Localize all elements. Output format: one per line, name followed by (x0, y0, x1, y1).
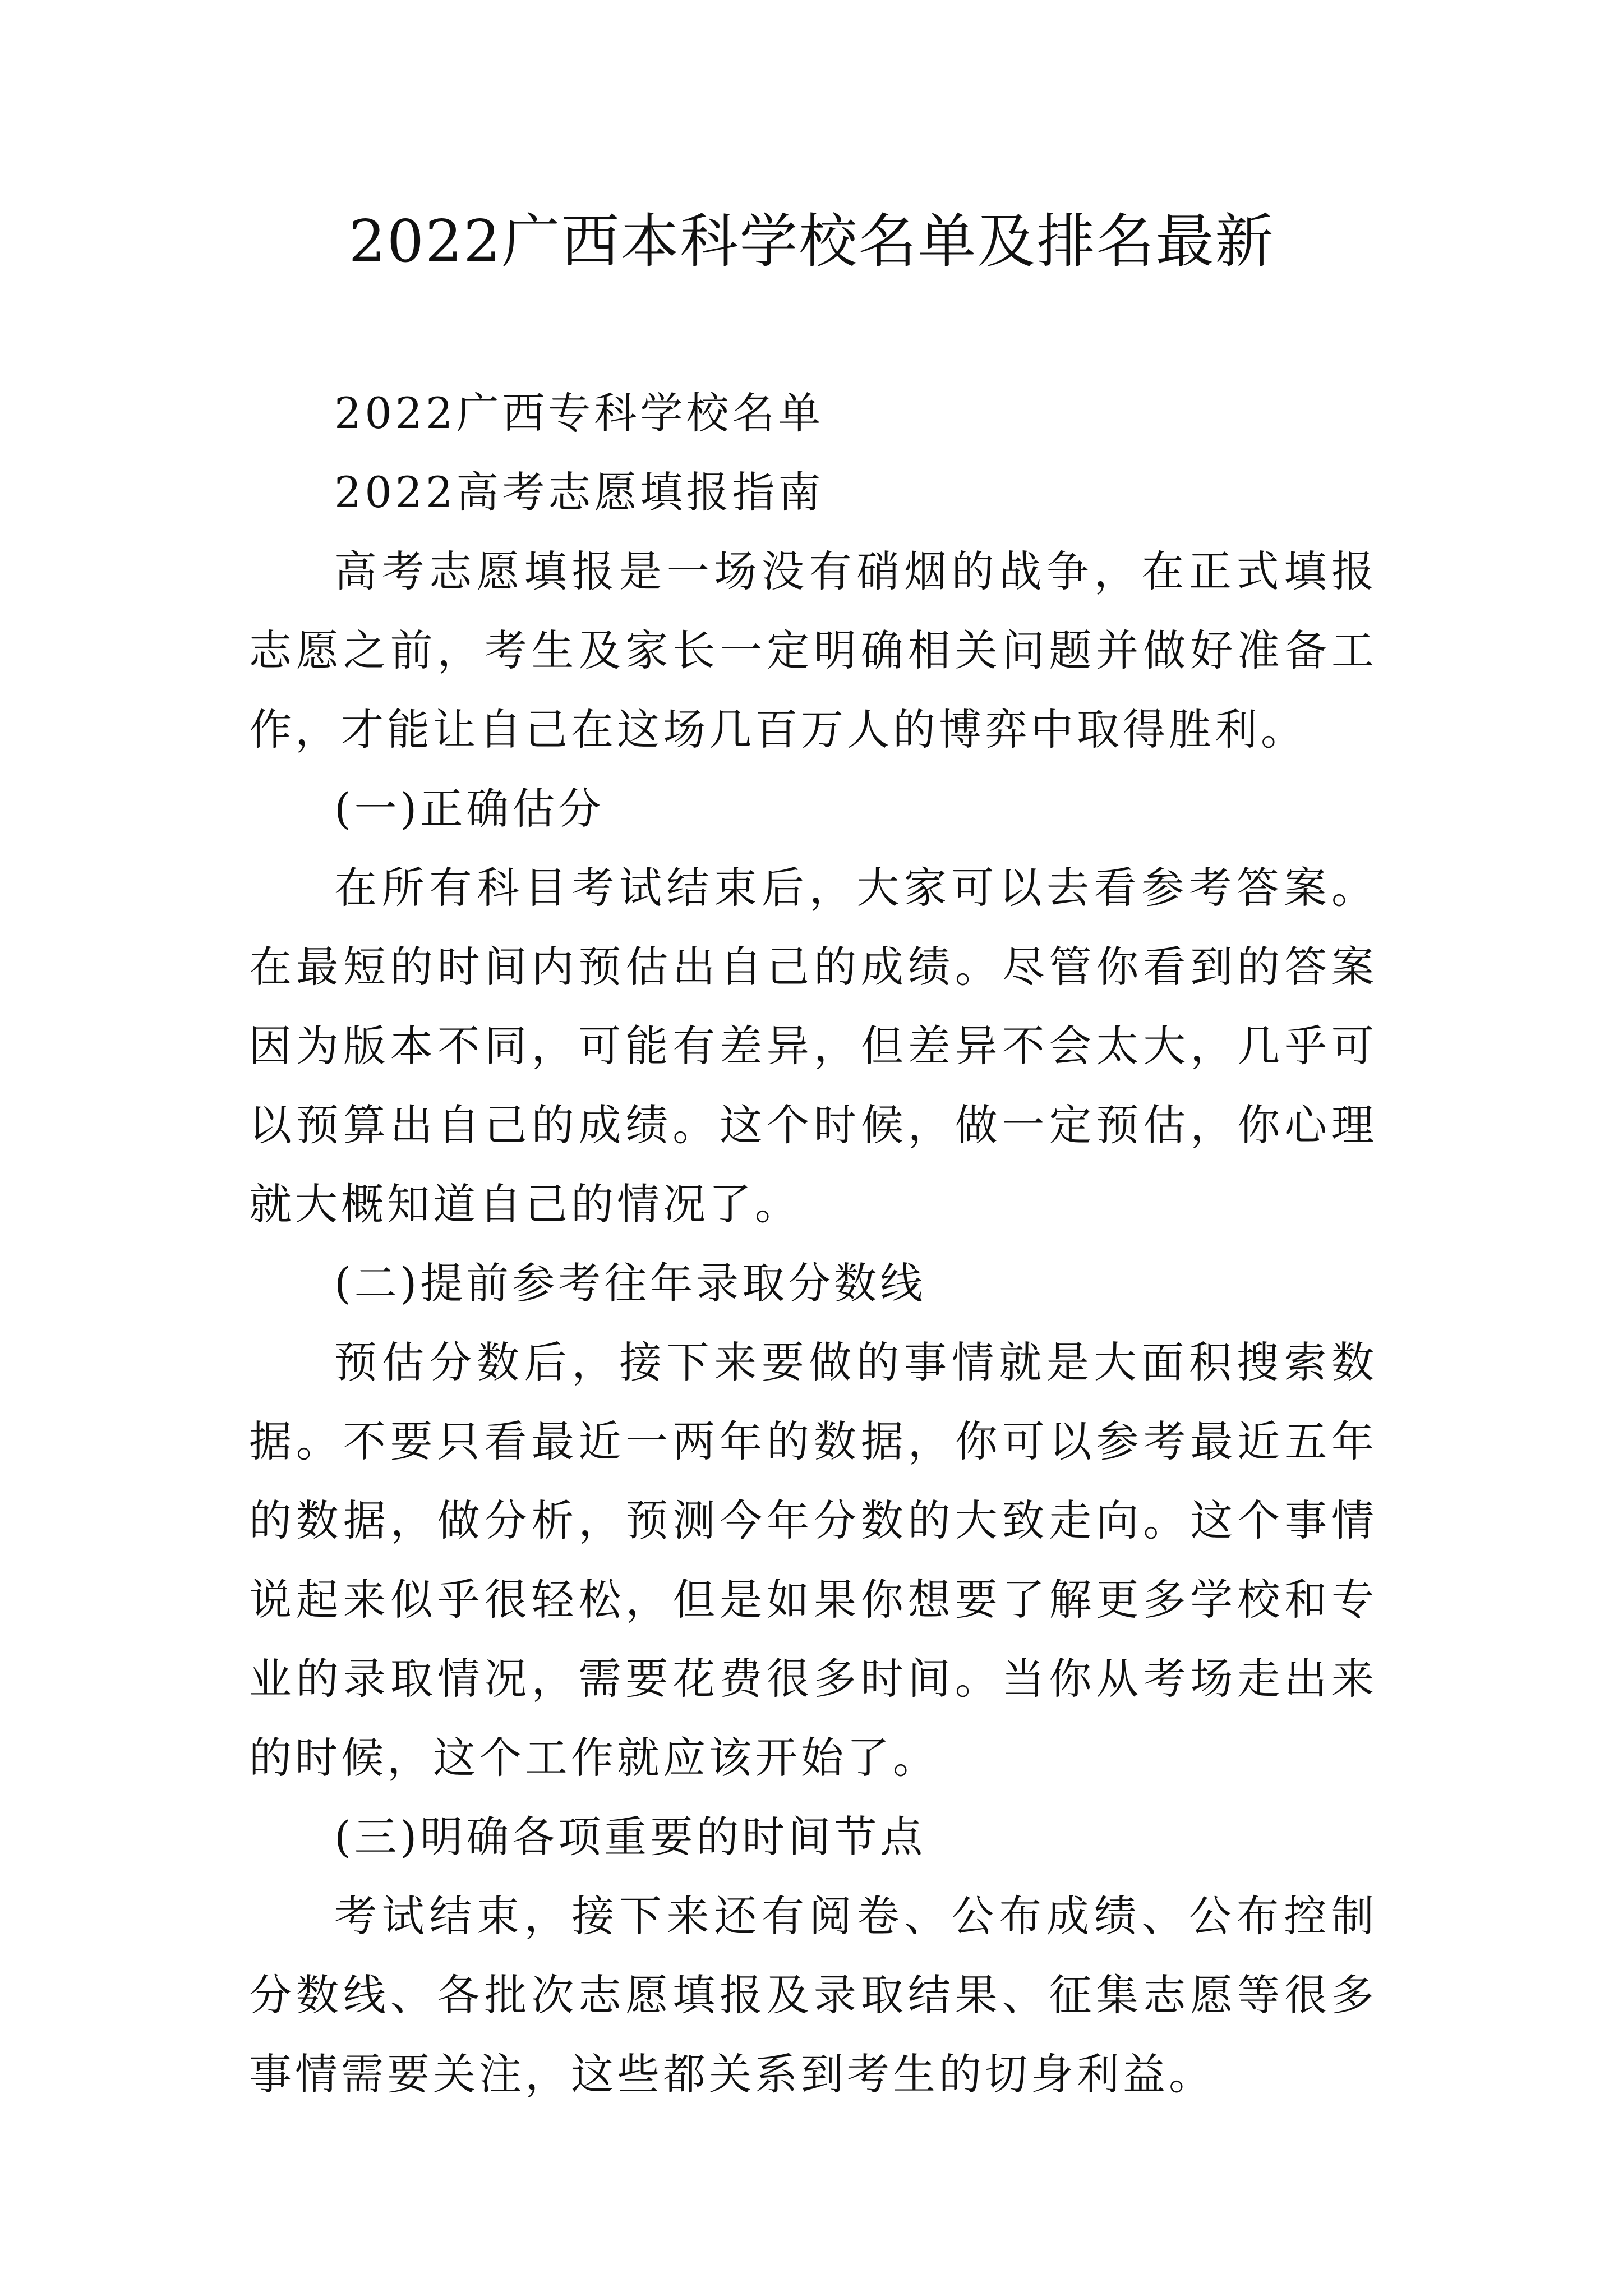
document-body (249, 374, 1377, 2114)
paragraph-intro: 高考志愿填报是一场没有硝烟的战争，在正式填报志愿之前，考生及家长一定明确相关问题并做好准备工作，才能让自己在这场几百万人的博弈中取得胜利。 (249, 546, 1377, 754)
paragraph-related-link-1: 2022广西专科学校名单 (334, 388, 824, 438)
section-heading-2: (二)提前参考往年录取分数线 (334, 1258, 926, 1308)
paragraph-related-link-2: 2022高考志愿填报指南 (334, 467, 824, 517)
paragraph-section-2: 预估分数后，接下来要做的事情就是大面积搜索数据。不要只看最近一两年的数据，你可以参考最近五年的数据，做分析，预测今年分数的大致走向。这个事情说起来似乎很轻松，但是如果你想要了解更多学校和专业的录取情况，需要花费很多时间。当你从考场走出来的时候，这个工作就应该开始了。 (249, 1337, 1377, 1783)
paragraph-section-1: 在所有科目考试结束后，大家可以去看参考答案。在最短的时间内预估出自己的成绩。尽管你看到的答案因为版本不同，可能有差异，但差异不会太大，几乎可以预算出自己的成绩。这个时候，做一定预估，你心理就大概知道自己的情况了。 (249, 863, 1377, 1229)
section-heading-3: (三)明确各项重要的时间节点 (334, 1812, 926, 1862)
document-title: 2022广西本科学校名单及排名最新 (348, 207, 1275, 275)
section-heading-1: (一)正确估分 (334, 784, 605, 834)
paragraph-section-3: 考试结束，接下来还有阅卷、公布成绩、公布控制分数线、各批次志愿填报及录取结果、征集志愿等很多事情需要关注，这些都关系到考生的切身利益。 (249, 1891, 1377, 2099)
